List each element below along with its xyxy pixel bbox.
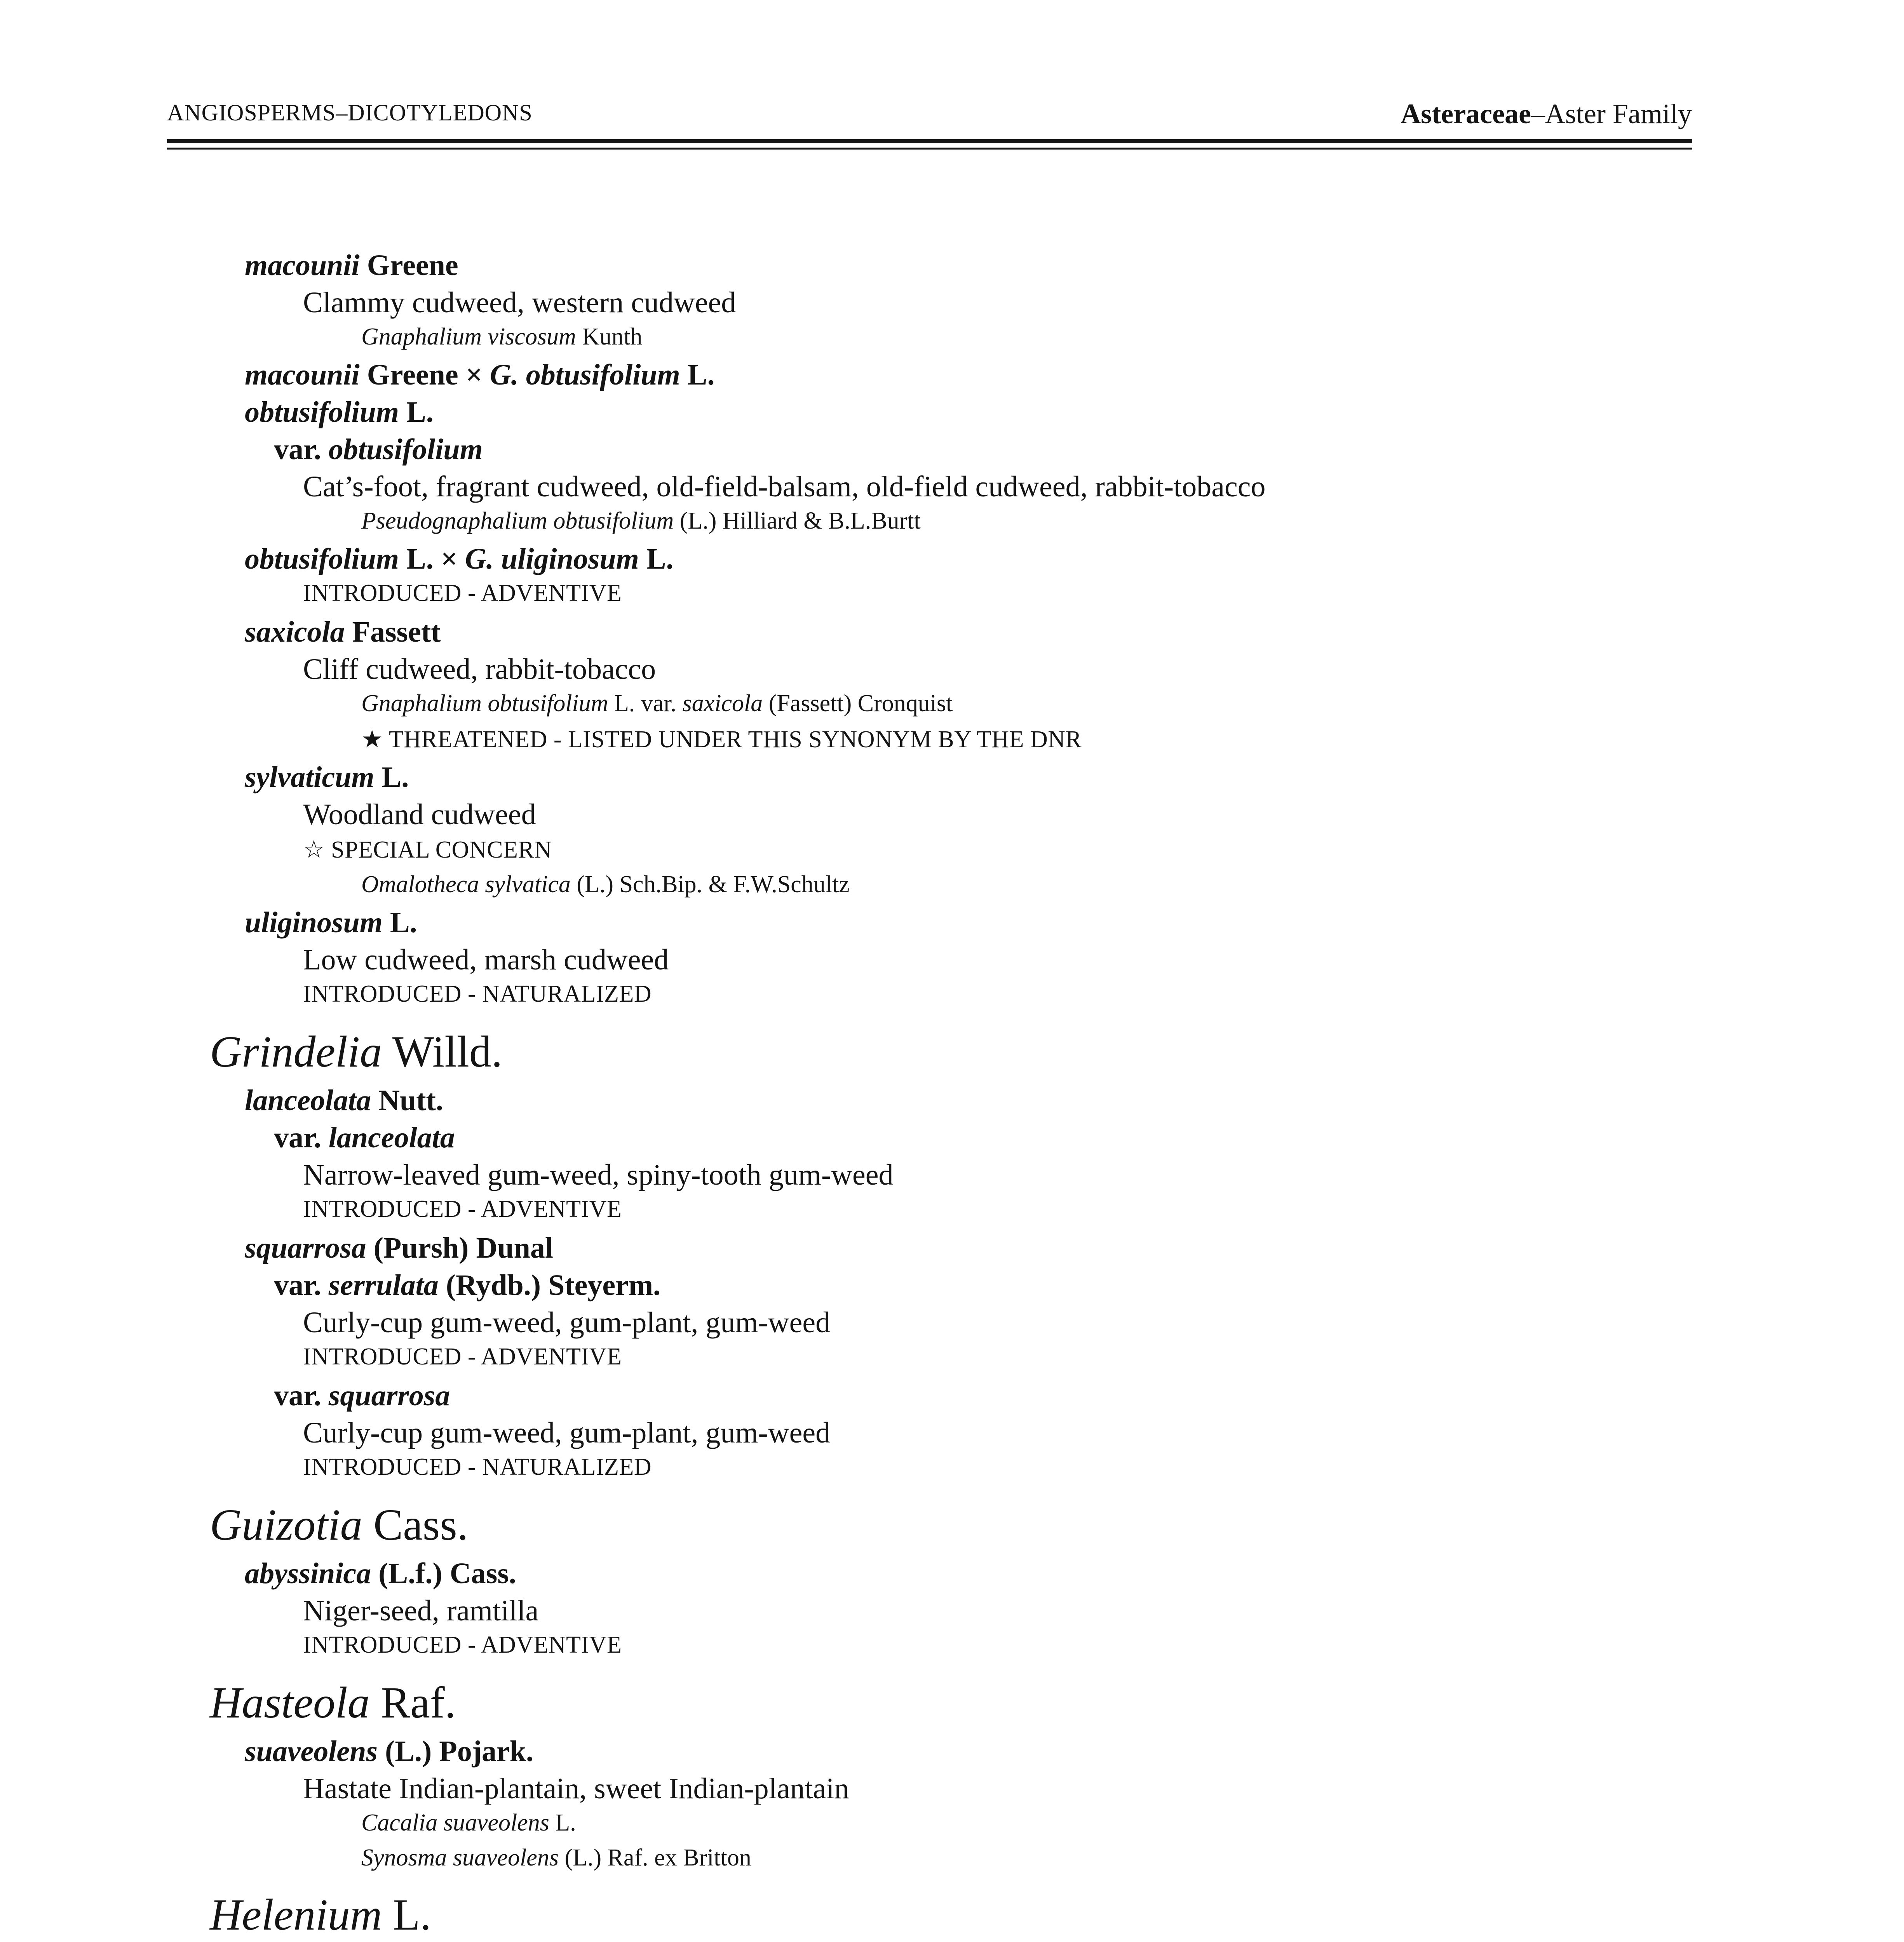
name-part: (L.f.) Cass. (371, 1557, 516, 1590)
italic-name-part: obtusifolium (245, 396, 399, 428)
genus-heading (210, 1677, 456, 1728)
name-part: L. (549, 1810, 576, 1836)
family-common-name: –Aster Family (1531, 98, 1692, 129)
italic-name-part: squarrosa (328, 1379, 450, 1412)
name-part: (Fassett) Cronquist (763, 690, 953, 717)
italic-name-part: macounii (245, 358, 360, 391)
italic-name-part: macounii (245, 249, 360, 282)
italic-name-part: G. uliginosum (465, 543, 639, 575)
name-part: L. × (399, 543, 465, 575)
name-part: Nutt. (371, 1084, 443, 1117)
synonym (361, 690, 953, 717)
taxon-name (245, 760, 409, 794)
genus-heading (210, 1026, 502, 1077)
name-part: var. (274, 1379, 329, 1412)
name-part: L. (639, 543, 674, 575)
status-note: INTRODUCED - ADVENTIVE (303, 1196, 622, 1222)
italic-name-part: squarrosa (245, 1232, 366, 1264)
italic-name-part: serrulata (328, 1269, 439, 1302)
name-part: Greene × (359, 358, 490, 391)
italic-name-part: G. obtusifolium (490, 358, 680, 391)
common-names: Curly-cup gum-weed, gum-plant, gum-weed (303, 1306, 831, 1339)
name-part: Cass. (362, 1500, 469, 1549)
name-part: Raf. (369, 1678, 456, 1727)
common-names: Cliff cudweed, rabbit-tobacco (303, 653, 656, 686)
name-part: (Rydb.) Steyerm. (438, 1269, 661, 1302)
italic-name-part: lanceolata (245, 1084, 371, 1117)
taxon-name (274, 433, 483, 466)
status-note: INTRODUCED - NATURALIZED (303, 1454, 652, 1480)
status-note: ☆ SPECIAL CONCERN (303, 837, 552, 863)
name-part: var. (274, 433, 329, 466)
name-part: (Pursh) Dunal (366, 1232, 553, 1264)
synonym (361, 323, 642, 351)
status-note: INTRODUCED - ADVENTIVE (303, 580, 622, 606)
name-part: L. (382, 1890, 431, 1939)
italic-name-part: lanceolata (328, 1121, 455, 1154)
status-note: INTRODUCED - NATURALIZED (303, 981, 652, 1007)
taxon-name (274, 1121, 455, 1155)
genus-heading (210, 1499, 468, 1550)
italic-name-part: Gnaphalium obtusifolium (361, 690, 608, 717)
name-part: (L.) Sch.Bip. & F.W.Schultz (570, 871, 850, 898)
italic-name-part: uliginosum (245, 906, 383, 939)
italic-name-part: abyssinica (245, 1557, 371, 1590)
taxon-name (245, 395, 434, 429)
name-part: L. (680, 358, 715, 391)
italic-name-part: saxicola (682, 690, 763, 717)
italic-name-part: Helenium (210, 1890, 382, 1939)
italic-name-part: Grindelia (210, 1027, 382, 1076)
taxon-name (245, 1084, 443, 1117)
name-part: Greene (359, 249, 458, 282)
common-names: Narrow-leaved gum-weed, spiny-tooth gum-weed (303, 1159, 894, 1191)
name-part: Kunth (576, 324, 643, 350)
name-part: Willd. (382, 1027, 503, 1076)
status-note: ★ THREATENED - LISTED UNDER THIS SYNONYM BY THE DNR (361, 726, 1082, 753)
synonym (361, 871, 850, 898)
taxon-name (245, 249, 458, 282)
taxon-name (274, 1379, 450, 1413)
common-names: Niger-seed, ramtilla (303, 1594, 539, 1627)
italic-name-part: sylvaticum (245, 761, 375, 794)
italic-name-part: Pseudognaphalium obtusifolium (361, 508, 674, 534)
italic-name-part: obtusifolium (328, 433, 483, 466)
name-part: L. (382, 906, 417, 939)
status-note: INTRODUCED - ADVENTIVE (303, 1632, 622, 1658)
italic-name-part: saxicola (245, 616, 345, 648)
name-part: L. (374, 761, 409, 794)
common-names: Low cudweed, marsh cudweed (303, 943, 669, 976)
italic-name-part: Cacalia suaveolens (361, 1810, 549, 1836)
name-part: L. (399, 396, 434, 428)
running-head-left: ANGIOSPERMS–DICOTYLEDONS (167, 100, 533, 125)
common-names: Cat’s-foot, fragrant cudweed, old-field-balsam, old-field cudweed, rabbit-tobacco (303, 470, 1266, 503)
italic-name-part: obtusifolium (245, 543, 399, 575)
italic-name-part: Omalotheca sylvatica (361, 871, 571, 898)
running-head-right (1401, 98, 1692, 130)
common-names: Clammy cudweed, western cudweed (303, 286, 736, 319)
name-part: Fassett (345, 616, 441, 648)
italic-name-part: Hasteola (210, 1678, 370, 1727)
common-names: Hastate Indian-plantain, sweet Indian-plantain (303, 1772, 849, 1805)
synonym (361, 1844, 751, 1872)
italic-name-part: Synosma suaveolens (361, 1845, 559, 1871)
synonym (361, 1809, 576, 1837)
common-names: Woodland cudweed (303, 798, 536, 831)
taxon-name (274, 1269, 660, 1302)
italic-name-part: suaveolens (245, 1735, 378, 1768)
italic-name-part: Gnaphalium viscosum (361, 324, 576, 350)
taxon-name (245, 906, 417, 940)
name-part: (L.) Hilliard & B.L.Burtt (674, 508, 921, 534)
taxon-name (245, 358, 714, 392)
genus-heading (210, 1889, 431, 1940)
name-part: var. (274, 1269, 329, 1302)
name-part: (L.) Pojark. (378, 1735, 534, 1768)
taxon-name (245, 1231, 553, 1265)
header-rule-thick (167, 139, 1692, 143)
name-part: (L.) Raf. ex Britton (558, 1845, 751, 1871)
italic-name-part: Guizotia (210, 1500, 362, 1549)
name-part: L. var. (608, 690, 683, 717)
taxon-name (245, 1735, 533, 1768)
synonym (361, 507, 921, 535)
name-part: var. (274, 1121, 329, 1154)
common-names: Curly-cup gum-weed, gum-plant, gum-weed (303, 1416, 831, 1449)
taxon-name (245, 1557, 516, 1590)
header-rule-thin (167, 148, 1692, 150)
family-name: Asteraceae (1401, 98, 1531, 129)
taxon-name (245, 542, 673, 576)
status-note: INTRODUCED - ADVENTIVE (303, 1343, 622, 1370)
taxon-name (245, 615, 441, 649)
